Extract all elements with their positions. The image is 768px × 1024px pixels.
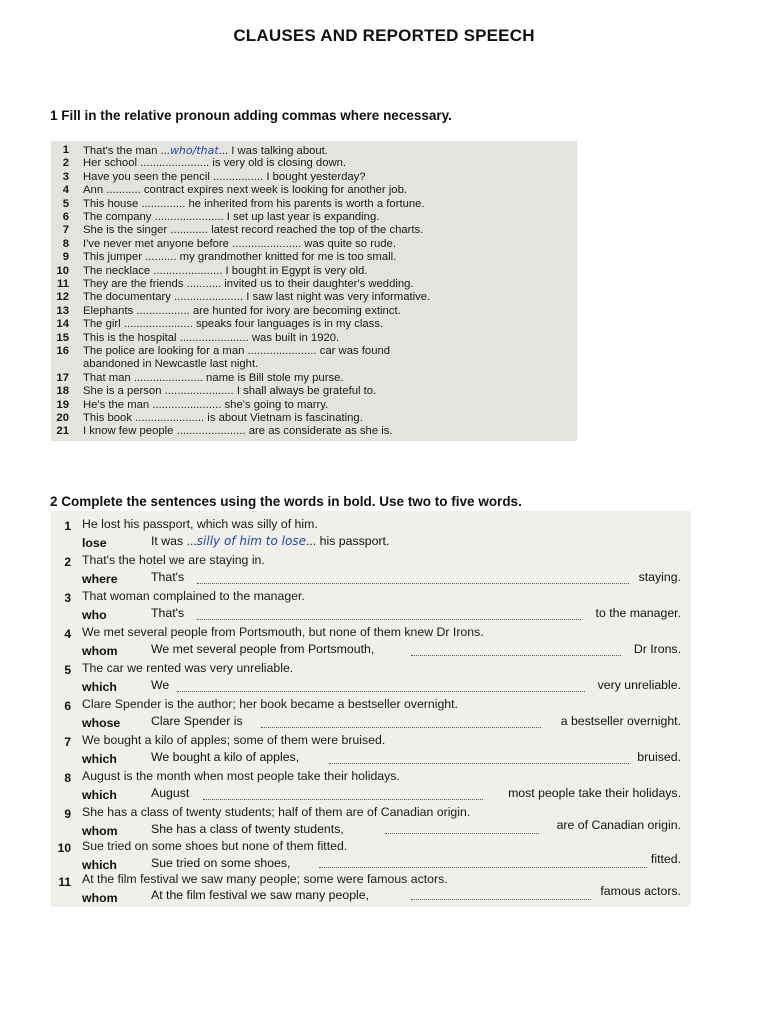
item-keyword: lose — [82, 536, 107, 550]
item-prompt: Clare Spender is — [151, 714, 243, 728]
answer-blank[interactable] — [385, 833, 539, 834]
item-prompt: August — [151, 786, 190, 800]
item-keyword: whom — [82, 824, 118, 838]
item-number: 10 — [56, 264, 69, 277]
item-prompt-after: ... his passport. — [305, 534, 390, 548]
item-text: Ann ........... contract expires next week is looking for another job. — [83, 184, 408, 197]
item-keyword: where — [82, 572, 118, 586]
item-number: 5 — [64, 663, 71, 677]
item-number: 9 — [64, 807, 71, 821]
item-number: 18 — [56, 385, 69, 398]
item-ending: most people take their holidays. — [508, 786, 681, 800]
item-text: Her school ...................... is very old is closing down. — [83, 157, 347, 170]
item-text: I've never met anyone before ...................... was quite so rude. — [83, 237, 396, 250]
item-text-after: ... I was talking about. — [218, 145, 328, 157]
item-text: This is the hospital ...................... was built in 1920. — [83, 331, 340, 344]
item-prompt: She has a class of twenty students, — [151, 822, 344, 836]
item-ending: a bestseller overnight. — [560, 714, 681, 728]
item-number: 12 — [56, 291, 69, 304]
item-number: 8 — [62, 237, 69, 250]
item-text: This house .............. he inherited from his parents is worth a fortune. — [83, 197, 425, 210]
answer-blank[interactable] — [197, 619, 581, 620]
example-answer: silly of him to lose — [196, 534, 306, 548]
item-number: 2 — [62, 157, 69, 170]
item-prompt: That's — [151, 606, 185, 620]
item-text: The girl ...................... speaks four languages is in my class. — [83, 318, 384, 331]
item-number: 13 — [56, 304, 69, 317]
item-number: 20 — [56, 412, 69, 424]
page-title: CLAUSES AND REPORTED SPEECH — [233, 26, 535, 45]
item-keyword: which — [82, 858, 117, 872]
item-keyword: which — [82, 680, 117, 694]
item-text: The police are looking for a man ...................... car was found — [83, 345, 391, 357]
item-number: 2 — [64, 555, 71, 569]
item-text-continued: abandoned in Newcastle last night. — [83, 358, 259, 371]
item-number: 6 — [62, 211, 69, 223]
item-ending: to the manager. — [595, 606, 681, 620]
answer-blank[interactable] — [319, 867, 647, 868]
item-sentence: She has a class of twenty students; half of them are of Canadian origin. — [82, 805, 471, 819]
item-keyword: whom — [82, 644, 118, 658]
item-ending: Dr Irons. — [633, 642, 681, 656]
item-text: The company ...................... I set up last year is expanding. — [83, 211, 380, 223]
item-prompt: We — [151, 678, 170, 692]
item-text: He's the man ...................... she's going to marry. — [83, 398, 329, 411]
item-text: That man ...................... name is Bill stole my purse. — [83, 371, 344, 384]
answer-blank[interactable] — [177, 691, 585, 692]
item-ending: fitted. — [650, 852, 681, 866]
item-number: 3 — [62, 170, 69, 183]
answer-blank[interactable] — [411, 899, 591, 900]
answer-blank[interactable] — [197, 583, 629, 584]
item-sentence: At the film festival we saw many people; some were famous actors. — [82, 872, 448, 886]
item-text-before: That's the man ... — [83, 145, 170, 157]
item-sentence: We met several people from Portsmouth, but none of them knew Dr Irons. — [82, 625, 484, 639]
item-number: 19 — [56, 398, 69, 411]
item-keyword: whose — [82, 716, 121, 730]
item-number: 1 — [62, 144, 69, 156]
item-sentence: Sue tried on some shoes but none of them fitted. — [82, 839, 348, 853]
item-text: They are the friends ........... invited us to their daughter's wedding. — [83, 278, 414, 290]
item-text: I know few people ...................... are as considerate as she is. — [83, 425, 393, 438]
item-ending: very unreliable. — [597, 678, 681, 692]
item-number: 6 — [64, 699, 71, 713]
exercise-1-heading: 1 Fill in the relative pronoun adding commas where necessary. — [50, 108, 452, 123]
exercise-2-list — [51, 511, 691, 907]
item-number: 4 — [62, 184, 69, 197]
item-number: 1 — [64, 519, 71, 533]
item-text: The necklace ...................... I bought in Egypt is very old. — [83, 264, 368, 277]
item-text: This jumper .......... my grandmother knitted for me is too small. — [83, 251, 397, 264]
item-text: She is a person ...................... I shall always be grateful to. — [83, 385, 377, 398]
item-sentence: That woman complained to the manager. — [82, 589, 305, 603]
item-prompt: That's — [151, 570, 185, 584]
item-keyword: which — [82, 788, 117, 802]
item-number: 11 — [57, 278, 69, 290]
item-sentence: Clare Spender is the author; her book became a bestseller overnight. — [82, 697, 458, 711]
item-number: 7 — [62, 224, 69, 237]
item-number: 10 — [57, 841, 71, 855]
item-sentence: That's the hotel we are staying in. — [82, 553, 265, 567]
item-text: The documentary ...................... I saw last night was very informative. — [83, 291, 431, 304]
item-text: This book ...................... is about Vietnam is fascinating. — [83, 412, 363, 424]
item-prompt: At the film festival we saw many people, — [151, 888, 370, 902]
item-prompt: We met several people from Portsmouth, — [151, 642, 375, 656]
item-prompt: Sue tried on some shoes, — [151, 856, 291, 870]
item-number: 9 — [62, 251, 69, 264]
item-prompt: We bought a kilo of apples, — [151, 750, 300, 764]
item-text: She is the singer ............ latest record reached the top of the charts. — [83, 224, 424, 237]
item-ending: bruised. — [637, 750, 681, 764]
item-number: 21 — [56, 425, 69, 438]
item-number: 11 — [58, 875, 71, 889]
item-ending: are of Canadian origin. — [556, 818, 681, 832]
item-number: 8 — [64, 771, 71, 785]
item-sentence: We bought a kilo of apples; some of them were bruised. — [82, 733, 386, 747]
item-number: 15 — [56, 331, 69, 344]
item-number: 4 — [64, 627, 71, 641]
item-keyword: whom — [82, 891, 118, 905]
item-sentence: He lost his passport, which was silly of him. — [82, 517, 318, 531]
item-ending: famous actors. — [600, 884, 681, 898]
item-ending: staying. — [638, 570, 681, 584]
item-number: 14 — [56, 318, 69, 331]
item-sentence: August is the month when most people take their holidays. — [82, 769, 400, 783]
answer-blank[interactable] — [411, 655, 621, 656]
item-keyword: who — [82, 608, 107, 622]
item-text: Elephants ................. are hunted for ivory are becoming extinct. — [83, 304, 401, 317]
answer-blank[interactable] — [329, 763, 629, 764]
item-text: Have you seen the pencil ................ I bought yesterday? — [83, 170, 366, 183]
item-number: 3 — [64, 591, 71, 605]
answer-blank[interactable] — [261, 727, 541, 728]
item-number: 16 — [56, 345, 69, 357]
item-sentence: The car we rented was very unreliable. — [82, 661, 294, 675]
item-number: 17 — [56, 371, 69, 384]
item-number: 5 — [62, 197, 69, 210]
answer-blank[interactable] — [203, 799, 483, 800]
item-keyword: which — [82, 752, 117, 766]
exercise-2-heading: 2 Complete the sentences using the words in bold. Use two to five words. — [50, 494, 522, 509]
item-number: 7 — [64, 735, 71, 749]
example-answer: who/that — [169, 144, 219, 157]
item-prompt: It was ... — [151, 534, 197, 548]
exercise-1-list — [51, 141, 577, 441]
